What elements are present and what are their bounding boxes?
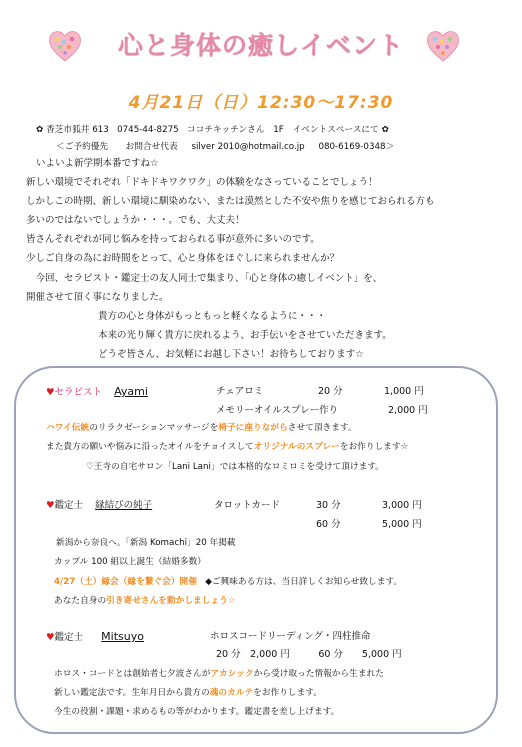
contact-label: ＜ご予約優先 お問合せ代表 [56,142,178,152]
intro-line: 新しい環境でそれぞれ「ドキドキワクワク」の体験をなさっていることでしょう！ [26,177,378,188]
heart-decoration-right-icon [425,28,461,64]
section1-desc: ハワイ伝統のリラクゼーションマッサージを椅子に座りながらさせて頂きます。 [46,423,357,433]
section2-desc: 新潟から奈良へ。「新潟 Komachi」20 年掲載 [56,538,236,548]
section2-menu-time: 60 分 [316,519,341,530]
event-title: 心と身体の癒しイベント [117,31,404,60]
section1-name: Ayami [114,385,148,398]
section2-menu-price: 3,000 円 [382,500,422,511]
flower-bullet-end-icon: ✿ [381,125,389,135]
intro-line: 開催させて頂く事になりました。 [26,292,169,303]
heart-decoration-left-icon [47,28,83,64]
section3-desc: ホロス・コードとは創始者七夕波さんがアカシックから受け取った情報から生まれた [54,669,384,679]
heart-icon: ♥ [46,632,55,643]
section2-menu-time: 30 分 [316,500,341,511]
venue-line [36,124,389,137]
section3-header [46,630,144,644]
contact-email: silver 2010@hotmail.co.jp [191,142,305,152]
heart-icon: ♥ [46,500,55,511]
section1-header [46,385,148,399]
section3-name: Mitsuyo [101,630,144,643]
heart-icon: ♥ [46,387,55,398]
closing-line: どうぞ皆さん、お気軽にお越し下さい！お待ちしております☆ [98,349,364,360]
section2-role: 鑑定士 [54,500,84,511]
section2-menu-item: タロットカード [214,500,281,511]
section2-desc: あなた自身の引き寄せさんを動かしましょう☆ [54,596,236,606]
section1-menu-item: チェアロミ [216,386,264,397]
section1-role: セラピスト [54,387,103,398]
section1-desc: また貴方の願いや悩みに沿ったオイルをチョイスしてオリジナルのスプレーをお作りします☆ [46,442,409,452]
venue-phone: 0745-44-8275 [117,125,179,135]
section2-desc: カップル 100 組以上誕生（結婚多数） [54,557,206,567]
section3-prices: 20 分 2,000 円 60 分 5,000 円 [216,649,402,660]
intro-line: しかしこの時期、新しい環境に馴染めない、または漠然とした不安や焦りを感じておられる方も [26,196,435,207]
contact-phone: 080-6169-0348＞ [318,142,395,152]
section1-menu-price: 1,000 円 [384,386,424,397]
section2-desc: 4/27（土）縁会（縁を繋ぐ会）開催 ◆ご興味ある方は、当日詳しくお知らせ致します。 [54,577,403,587]
section1-menu-item: メモリーオイルスプレー作り [216,405,339,416]
section2-header [46,499,152,512]
flower-bullet-icon: ✿ [36,125,44,135]
section1-desc: ♡王寺の自宅サロン「Lani Lani」では本格的なロミロミを受けて頂けます。 [86,462,384,472]
section3-service: ホロスコードリーディング・四柱推命 [210,631,371,642]
section3-desc: 新しい鑑定法です。生年月日から貴方の魂のカルテをお作りします。 [54,688,322,698]
intro-line: 今回、セラピスト・鑑定士の友人同士で集まり、「心と身体の癒しイベント」を、 [26,273,383,284]
contact-line [56,141,394,154]
intro-line: 少しご自身の為にお時間をとって、心と身体をほぐしに来られませんか？ [26,253,340,264]
intro-line: 多いのではないでしょうか・・・。でも、大丈夫！ [26,215,245,226]
event-datetime: 4月21日（日）12:30〜17:30 [128,93,394,113]
section2-menu-price: 5,000 円 [382,519,422,530]
section2-name: 縁結びの純子 [95,500,153,511]
intro-line: 皆さんそれぞれが同じ悩みを持っておられる事が意外に多いのです。 [26,234,320,245]
section1-menu-price: 2,000 円 [388,405,428,416]
closing-line: 貴方の心と身体がもっともっと軽くなるように・・・ [98,311,327,322]
section3-desc: 今生の役割・課題・求めるもの等がわかります。鑑定書を差し上げます。 [54,707,340,717]
venue-place: ココチキッチンさん 1F イベントスペースにて [186,125,379,135]
closing-line: 本来の光り輝く貴方に戻れるよう、お手伝いをさせていただきます。 [98,330,392,341]
venue-address: 香芝市狐井 613 [46,125,109,135]
section1-menu-time: 20 分 [318,386,343,397]
section3-role: 鑑定士 [54,632,84,643]
intro-line: いよいよ新学期本番ですね☆ [36,158,159,169]
